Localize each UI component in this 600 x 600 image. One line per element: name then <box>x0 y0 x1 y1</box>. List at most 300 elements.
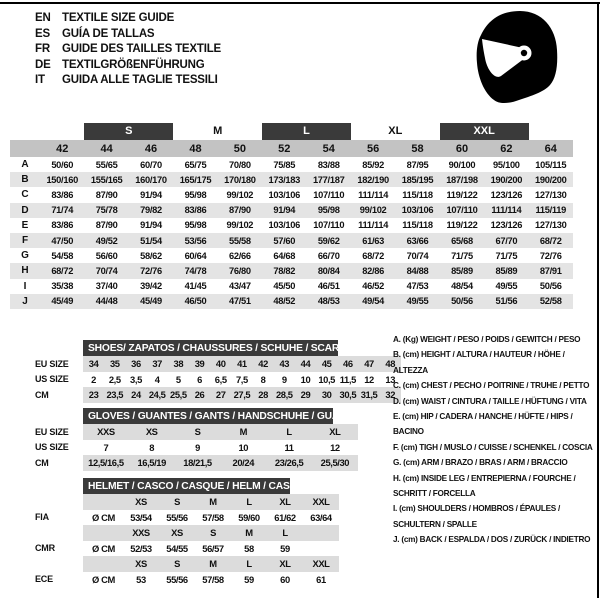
shoes-value-cell: 36 <box>125 356 146 372</box>
measurement-value-cell: 55/65 <box>95 159 118 170</box>
shoes-row-label: CM <box>35 389 49 400</box>
measurement-value-cell: 84/88 <box>406 265 429 276</box>
helmet-size-header: S <box>159 494 195 510</box>
measurement-value-cell: 115/118 <box>402 189 433 200</box>
helmet-unit-label: Ø CM <box>92 542 115 554</box>
measurement-value-cell: 82/86 <box>362 265 384 276</box>
measurement-value-cell: 59/62 <box>317 235 340 246</box>
measurement-value-cell: 155/165 <box>90 174 123 185</box>
language-line <box>35 27 221 43</box>
measurement-value-cell: 119/122 <box>446 189 478 200</box>
legend-item: G. (cm) ARM / BRAZO / BRAS / ARM / BRACCIO <box>393 458 568 468</box>
helmet-size-spacer <box>83 525 123 541</box>
shoes-value-cell: 35 <box>104 356 125 372</box>
measurement-value-cell: 65/68 <box>451 235 473 246</box>
shoes-row <box>35 387 401 403</box>
language-title: GUIDE DES TAILLES TEXTILE <box>62 43 221 56</box>
measurement-value-cell: 54/58 <box>51 250 74 261</box>
legend-item: F. (cm) TIGH / MUSLO / CUISSE / SCHENKEL / COSCIA <box>393 442 593 452</box>
measurement-value-cell: 70/74 <box>406 250 429 261</box>
shoes-value-cell: 13 <box>385 373 396 385</box>
measurement-value-cell: 55/58 <box>228 235 251 246</box>
shoes-value-cell: 2,5 <box>108 373 121 385</box>
shoes-value-cell: 27 <box>210 387 231 403</box>
measurement-value-cell: 87/90 <box>95 189 118 200</box>
gloves-value-cell: L <box>266 424 312 440</box>
measurement-value-cell: 182/190 <box>357 174 389 185</box>
shoes-value-cell: 8 <box>260 373 266 385</box>
measurement-value-cell: 173/183 <box>268 174 301 185</box>
shoes-value-cell: 44 <box>295 356 316 372</box>
gloves-value-cell: 10 <box>238 441 249 453</box>
measurement-value-cell: 49/55 <box>406 296 429 307</box>
helmet-size-header: L <box>231 556 267 572</box>
measurement-value-cell: 47/50 <box>51 235 74 246</box>
helmet-size-row <box>35 556 339 572</box>
measurement-value-cell: 150/160 <box>46 174 78 185</box>
gloves-value-cell: 25,5/30 <box>312 455 358 471</box>
gloves-value-cell: 9 <box>195 441 200 453</box>
measurement-value-cell: 76/80 <box>228 265 251 276</box>
measurement-value-cell: 107/110 <box>313 189 345 200</box>
legend-item: J. (cm) BACK / ESPALDA / DOS / ZURÜCK / INDIETRO <box>393 535 591 545</box>
measurement-row-label: I <box>23 280 27 292</box>
helmet-value-cell: 56/57 <box>202 542 224 554</box>
helmet-value-cell: 58 <box>244 542 254 554</box>
measurement-value-cell: 47/53 <box>406 281 429 292</box>
measurement-value-cell: 95/100 <box>493 159 520 170</box>
measurement-value-cell: 52/58 <box>539 296 562 307</box>
helmet-size-header: XXS <box>123 525 159 541</box>
gloves-value-cell: S <box>175 424 221 440</box>
shoes-value-cell: 24 <box>125 387 146 403</box>
measurement-value-cell: 177/187 <box>312 174 345 185</box>
shoes-value-cell: 25,5 <box>168 387 189 403</box>
shoes-value-cell: 28 <box>253 387 274 403</box>
helmet-unit-label: Ø CM <box>92 511 115 523</box>
helmet-size-header: L <box>267 525 303 541</box>
racing-helmet-icon <box>468 8 562 108</box>
measurement-value-cell: 83/86 <box>184 205 207 216</box>
size-column-header: 64 <box>544 142 557 155</box>
shoes-value-cell: 40 <box>210 356 231 372</box>
helmet-value-cell: 53/54 <box>130 511 152 523</box>
language-code: FR <box>35 43 50 56</box>
shoes-value-cell: 9 <box>281 373 287 385</box>
helmet-size-spacer <box>83 556 123 572</box>
measurement-row <box>10 294 573 309</box>
measurement-value-cell: 47/51 <box>228 296 251 307</box>
measurement-value-cell: 68/72 <box>362 250 384 261</box>
shoes-value-cell: 34 <box>83 356 104 372</box>
gloves-row <box>35 424 358 440</box>
language-line <box>35 11 221 27</box>
size-column-header: 62 <box>500 142 513 155</box>
measurement-row-label: C <box>21 189 29 201</box>
measurement-value-cell: 62/66 <box>228 250 251 261</box>
helmet-size-header: XS <box>123 494 159 510</box>
helmet-value-row <box>35 572 339 588</box>
measurement-value-cell: 165/175 <box>179 174 212 185</box>
gloves-value-cell: 12 <box>330 441 340 453</box>
helmet-size-header: M <box>195 556 231 572</box>
measurement-value-cell: 50/56 <box>539 281 562 292</box>
measurement-value-cell: 83/86 <box>51 189 74 200</box>
shoes-value-cell: 12 <box>364 373 374 385</box>
measurement-value-cell: 60/70 <box>140 159 162 170</box>
measurement-value-cell: 45/49 <box>51 296 74 307</box>
gloves-value-cell: 20/24 <box>220 455 266 471</box>
measurement-value-cell: 190/200 <box>535 174 567 185</box>
language-title: TEXTILGRÖßENFÜHRUNG <box>62 58 205 71</box>
shoes-row <box>35 372 401 388</box>
measurement-value-cell: 87/90 <box>228 205 251 216</box>
measurement-value-cell: 66/70 <box>317 250 340 261</box>
measurement-row <box>10 157 573 172</box>
measurement-value-cell: 51/56 <box>495 296 518 307</box>
measurement-value-cell: 119/122 <box>446 220 478 231</box>
measurement-value-cell: 49/55 <box>495 281 518 292</box>
helmet-size-header: XXL <box>303 494 339 510</box>
language-title: GUIDA ALLE TAGLIE TESSILI <box>62 74 218 87</box>
measurement-value-cell: 111/114 <box>491 205 522 216</box>
shoes-value-cell: 43 <box>274 356 295 372</box>
top-border-line <box>0 2 600 4</box>
legend-item: B. (cm) HEIGHT / ALTURA / HAUTEUR / HÖHE / ALTEZZA <box>393 350 565 375</box>
helmet-table <box>35 478 339 587</box>
measurement-row-label: G <box>21 250 29 262</box>
measurement-value-cell: 63/66 <box>406 235 429 246</box>
measurement-value-cell: 103/106 <box>401 205 434 216</box>
measurement-legend <box>393 332 598 548</box>
measurement-value-cell: 68/72 <box>539 235 562 246</box>
measurement-value-cell: 87/90 <box>95 220 118 231</box>
measurement-row <box>10 279 573 294</box>
measurement-row <box>10 218 573 233</box>
helmet-size-header: L <box>231 494 267 510</box>
measurement-value-cell: 56/60 <box>95 250 118 261</box>
language-title: GUÍA DE TALLAS <box>62 27 155 40</box>
measurement-value-cell: 57/60 <box>273 235 296 246</box>
shoes-value-cell: 10 <box>300 373 311 385</box>
language-line <box>35 73 221 89</box>
measurement-value-cell: 71/75 <box>495 250 518 261</box>
measurement-value-cell: 71/74 <box>51 205 74 216</box>
shoes-value-cell: 29 <box>295 387 316 403</box>
measurement-value-cell: 46/52 <box>362 281 384 292</box>
measurement-value-cell: 107/110 <box>313 220 345 231</box>
measurement-row <box>10 233 573 248</box>
size-group-label: M <box>213 125 223 137</box>
shoes-value-cell: 30,5 <box>337 387 358 403</box>
measurement-value-cell: 74/78 <box>184 265 207 276</box>
measurement-value-cell: 39/42 <box>140 281 162 292</box>
gloves-row <box>35 440 358 456</box>
measurement-row-label: B <box>21 174 29 186</box>
measurement-value-cell: 70/80 <box>228 159 251 170</box>
measurement-row-label: E <box>21 219 29 231</box>
gloves-value-cell: 12,5/16,5 <box>83 455 129 471</box>
helmet-size-header: XL <box>267 494 303 510</box>
measurement-value-cell: 44/48 <box>95 296 118 307</box>
measurement-value-cell: 115/118 <box>402 220 433 231</box>
shoes-value-cell: 32 <box>380 387 401 403</box>
size-column-header: 44 <box>100 142 113 155</box>
helmet-unit-label: Ø CM <box>92 573 115 585</box>
measurement-value-cell: 45/49 <box>140 296 162 307</box>
size-group-label <box>529 123 573 140</box>
language-code: ES <box>35 27 50 40</box>
size-column-header: 46 <box>144 142 158 155</box>
shoes-row-label: US SIZE <box>35 374 69 385</box>
measurement-value-cell: 99/102 <box>226 189 254 200</box>
gloves-value-cell: 7 <box>103 441 109 453</box>
measurement-value-cell: 75/85 <box>273 159 296 170</box>
size-column-header: 50 <box>233 142 246 155</box>
helmet-value-cell: 55/56 <box>166 511 188 523</box>
shoes-header-row <box>35 340 401 356</box>
size-group-spacer <box>10 123 40 140</box>
measurement-value-cell: 91/94 <box>140 220 162 231</box>
language-line <box>35 42 221 58</box>
gloves-title: GLOVES / GUANTES / GANTS / HANDSCHUHE / GUANTI <box>83 408 333 424</box>
measurement-value-cell: 87/91 <box>539 265 562 276</box>
shoes-value-cell: 3,5 <box>130 373 142 385</box>
measurement-value-cell: 46/50 <box>184 296 207 307</box>
size-column-header: 60 <box>455 142 469 155</box>
shoes-value-cell: 30 <box>316 387 337 403</box>
measurement-value-cell: 90/100 <box>448 159 476 170</box>
measurement-value-cell: 127/130 <box>535 220 567 231</box>
measurement-value-cell: 72/76 <box>140 265 162 276</box>
shoes-row <box>35 356 401 372</box>
helmet-value-cell: 63/64 <box>310 511 332 523</box>
helmet-value-cell: 57/58 <box>202 573 224 585</box>
measurement-value-cell: 71/75 <box>451 250 473 261</box>
helmet-size-header: XXL <box>303 556 339 572</box>
measurement-value-cell: 78/82 <box>273 265 296 276</box>
measurement-value-cell: 91/94 <box>273 205 296 216</box>
measurement-value-cell: 123/126 <box>490 220 523 231</box>
shoes-value-cell: 24,5 <box>147 387 168 403</box>
helmet-size-header: M <box>195 494 231 510</box>
measurement-value-cell: 127/130 <box>535 189 567 200</box>
measurement-value-cell: 85/89 <box>495 265 518 276</box>
measurement-value-cell: 83/88 <box>317 159 340 170</box>
measurement-value-cell: 115/119 <box>535 205 567 216</box>
gloves-value-cell: XL <box>312 424 358 440</box>
language-code: EN <box>35 12 51 24</box>
gloves-value-cell: 18/21,5 <box>175 455 221 471</box>
shoes-value-cell: 37 <box>147 356 168 372</box>
shoes-value-cell: 5 <box>175 373 181 385</box>
measurement-value-cell: 95/98 <box>184 189 207 200</box>
measurement-value-cell: 85/92 <box>362 159 384 170</box>
shoes-value-cell: 11,5 <box>339 373 356 385</box>
main-size-table <box>10 122 573 309</box>
shoes-value-cell: 47 <box>358 356 379 372</box>
measurement-value-cell: 99/102 <box>359 205 387 216</box>
shoes-value-cell: 6,5 <box>214 373 227 385</box>
size-group-label: S <box>84 123 173 140</box>
measurement-row <box>10 248 573 263</box>
shoes-value-cell: 23 <box>83 387 104 403</box>
measurement-value-cell: 99/102 <box>226 220 254 231</box>
measurement-value-cell: 60/64 <box>184 250 207 261</box>
measurement-value-cell: 45/50 <box>273 281 296 292</box>
shoes-value-cell: 39 <box>189 356 210 372</box>
size-group-label: XXL <box>440 123 529 140</box>
measurement-row-label: F <box>21 235 29 247</box>
measurement-value-cell: 85/89 <box>451 265 473 276</box>
measurement-value-cell: 190/200 <box>490 174 523 185</box>
helmet-header-row <box>35 478 339 494</box>
gloves-value-cell: M <box>220 424 266 440</box>
measurement-value-cell: 72/76 <box>539 250 562 261</box>
measurement-value-cell: 107/110 <box>446 205 478 216</box>
measurement-value-cell: 87/95 <box>406 159 429 170</box>
helmet-value-cell: 54/55 <box>166 542 188 554</box>
legend-item: D. (cm) WAIST / CINTURA / TAILLE / HÜFTUNG / VITA <box>393 396 587 406</box>
legend-item: H. (cm) INSIDE LEG / ENTREPIERNA / FOURCHE / SCHRITT / FORCELLA <box>393 473 576 499</box>
helmet-size-header: S <box>195 525 231 541</box>
shoes-value-cell: 28,5 <box>274 387 295 403</box>
measurement-value-cell: 35/38 <box>51 281 74 292</box>
measurement-row-label: H <box>21 265 29 277</box>
helmet-value-cell: 59/60 <box>238 511 260 523</box>
measurement-value-cell: 48/53 <box>317 296 340 307</box>
shoes-value-cell: 10,5 <box>318 373 335 385</box>
gloves-row-label: CM <box>35 457 49 468</box>
helmet-standard-label: CMR <box>35 543 55 554</box>
measurement-row-label: J <box>22 295 28 307</box>
gloves-table <box>35 408 358 471</box>
gloves-row <box>35 455 358 471</box>
measurement-value-cell: 160/170 <box>135 174 167 185</box>
helmet-size-header <box>303 525 339 541</box>
shoes-value-cell: 42 <box>253 356 274 372</box>
shoes-value-cell: 27,5 <box>231 387 252 403</box>
size-group-label: L <box>262 123 351 140</box>
size-column-header: 58 <box>411 142 424 155</box>
measurement-value-cell: 111/114 <box>358 220 389 231</box>
helmet-value-cell <box>303 541 339 557</box>
size-column-header: 54 <box>322 142 335 155</box>
measurement-value-cell: 95/98 <box>184 220 207 231</box>
measurement-value-cell: 67/70 <box>495 235 518 246</box>
size-column-header: 42 <box>56 142 69 155</box>
measurement-value-cell: 49/54 <box>362 296 384 307</box>
measurement-value-cell: 103/106 <box>268 189 301 200</box>
gloves-value-cell: XS <box>129 424 175 440</box>
helmet-size-header: XS <box>123 556 159 572</box>
measurement-value-cell: 43/47 <box>228 281 251 292</box>
legend-item: C. (cm) CHEST / PECHO / POITRINE / TRUHE / PETTO <box>393 381 590 391</box>
shoes-value-cell: 38 <box>168 356 189 372</box>
shoes-value-cell: 46 <box>337 356 358 372</box>
helmet-size-header: S <box>159 556 195 572</box>
measurement-value-cell: 64/68 <box>273 250 296 261</box>
shoes-value-cell: 7,5 <box>235 373 248 385</box>
gloves-value-cell: XXS <box>83 424 129 440</box>
helmet-value-row <box>35 541 339 557</box>
shoes-value-cell: 41 <box>231 356 252 372</box>
shoes-row-label: EU SIZE <box>35 358 69 369</box>
helmet-value-cell: 52/53 <box>130 542 152 554</box>
helmet-size-header: XL <box>267 556 303 572</box>
size-column-header: 56 <box>366 142 380 155</box>
shoes-value-cell: 23,5 <box>104 387 125 403</box>
gloves-value-cell: 11 <box>284 441 294 453</box>
helmet-value-cell: 59 <box>244 573 254 585</box>
measurement-value-cell: 58/62 <box>140 250 162 261</box>
helmet-size-row <box>35 494 339 510</box>
measurement-value-cell: 79/82 <box>140 205 162 216</box>
measurement-value-cell: 37/40 <box>95 281 118 292</box>
language-code: IT <box>35 74 45 87</box>
helmet-value-cell: 61/62 <box>274 511 296 523</box>
shoes-value-cell: 31,5 <box>358 387 379 403</box>
measurement-value-cell: 50/60 <box>51 159 74 170</box>
measurement-value-cell: 41/45 <box>184 281 207 292</box>
measurement-value-cell: 105/115 <box>535 159 567 170</box>
size-group-row <box>10 122 573 140</box>
measurement-value-cell: 70/74 <box>95 265 118 276</box>
helmet-size-header: M <box>231 525 267 541</box>
shoes-value-cell: 26 <box>189 387 210 403</box>
shoes-value-cell: 45 <box>316 356 337 372</box>
gloves-row-label: US SIZE <box>35 442 69 453</box>
measurement-value-cell: 48/54 <box>451 281 473 292</box>
measurement-row <box>10 203 573 218</box>
measurement-value-cell: 51/54 <box>140 235 162 246</box>
measurement-row <box>10 172 573 187</box>
measurement-value-cell: 95/98 <box>317 205 340 216</box>
measurement-value-cell: 91/94 <box>140 189 162 200</box>
language-title-list <box>35 11 221 89</box>
shoes-value-cell: 4 <box>154 373 160 385</box>
measurement-row-label: D <box>21 204 29 216</box>
measurement-row <box>10 187 573 202</box>
language-title: TEXTILE SIZE GUIDE <box>62 12 175 24</box>
measurement-value-cell: 68/72 <box>51 265 74 276</box>
legend-item: A. (Kg) WEIGHT / PESO / POIDS / GEWITCH / PESO <box>393 335 581 344</box>
measurement-value-cell: 75/78 <box>95 205 118 216</box>
measurement-value-cell: 80/84 <box>317 265 340 276</box>
language-code: DE <box>35 58 51 71</box>
helmet-size-row <box>35 525 339 541</box>
helmet-size-spacer <box>83 494 123 510</box>
helmet-standard-label: FIA <box>35 512 49 523</box>
helmet-value-cell: 53 <box>136 573 146 585</box>
measurement-value-cell: 170/180 <box>224 174 256 185</box>
gloves-header-row <box>35 408 358 424</box>
measurement-row-label: A <box>21 159 29 171</box>
legend-item: I. (cm) SHOULDERS / HOMBROS / ÉPAULES / SCHULTERN / SPALLE <box>393 504 561 529</box>
gloves-value-cell: 8 <box>149 441 155 453</box>
language-line <box>35 58 221 74</box>
measurement-value-cell: 49/52 <box>95 235 118 246</box>
gloves-value-cell: 23/26,5 <box>266 455 312 471</box>
measurement-value-cell: 83/86 <box>51 220 74 231</box>
measurement-value-cell: 185/195 <box>401 174 434 185</box>
measurement-value-cell: 61/63 <box>362 235 384 246</box>
helmet-size-header: XS <box>159 525 195 541</box>
helmet-title: HELMET / CASCO / CASQUE / HELM / CASCO <box>83 478 290 494</box>
size-header-row <box>10 140 573 157</box>
shoes-value-cell: 6 <box>197 373 202 385</box>
legend-item: E. (cm) HIP / CADERA / HANCHE / HÜFTE / HIPS / BACINO <box>393 412 573 437</box>
